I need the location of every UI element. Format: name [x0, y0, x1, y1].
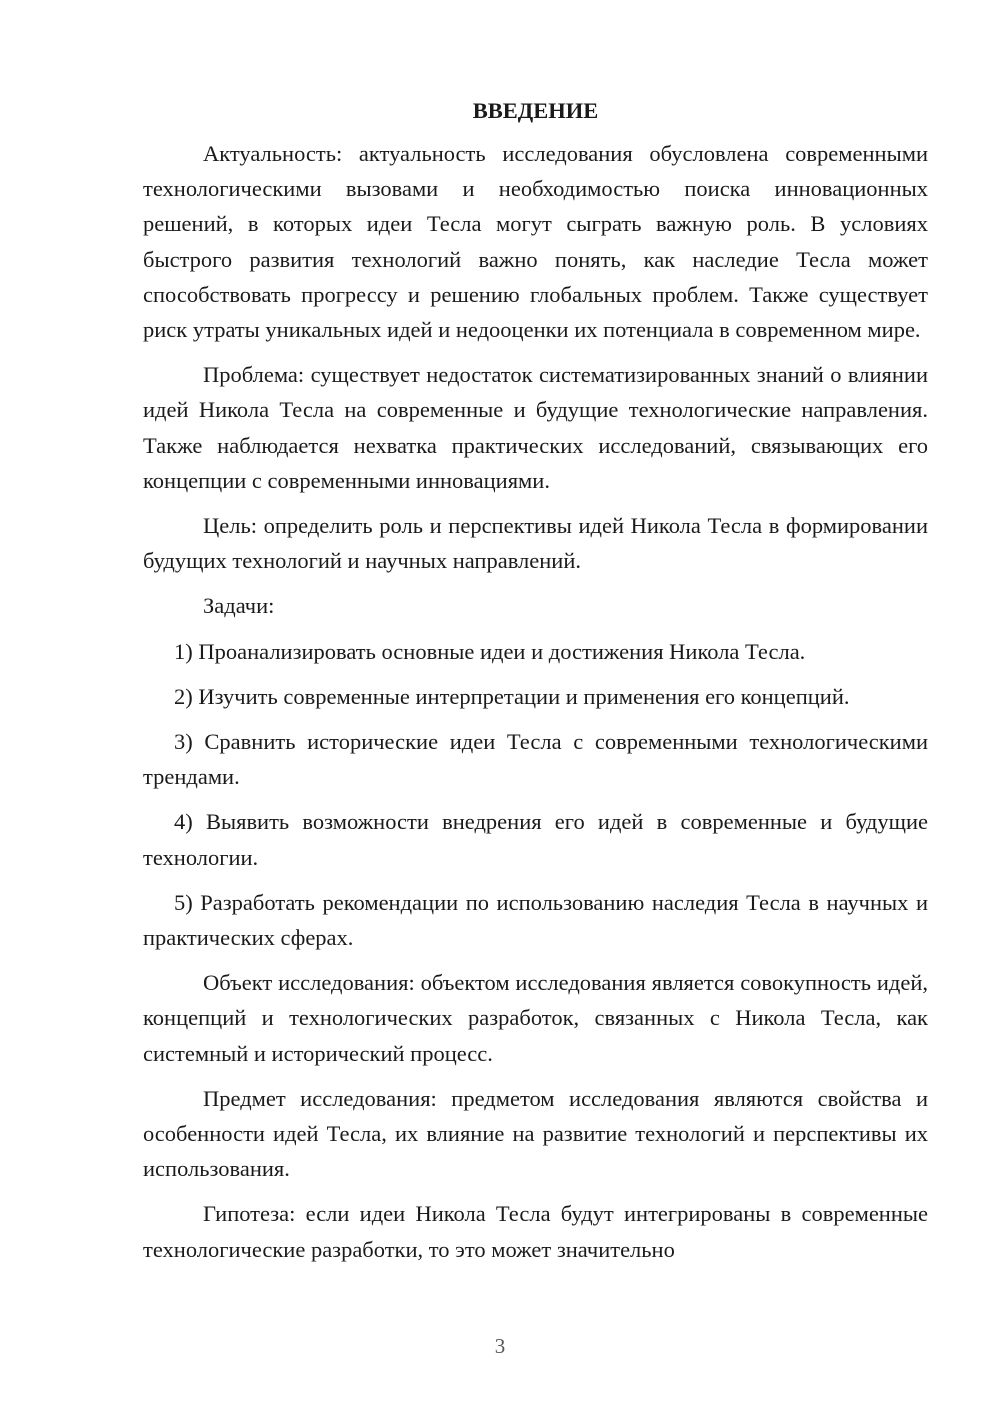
paragraph-relevance: Актуальность: актуальность исследования обусловлена современными технологическими вызовами и необходимостью поиска инновационных решений, в которых идеи Тесла могут сыграть важную роль. В условиях быстрого развития технологий важно понять, как наследие Тесла может способствовать прогрессу и решению глобальных проблем. Также существует риск утраты уникальных идей и недооценки их потенциала в современном мире. [143, 141, 928, 343]
paragraph-problem: Проблема: существует недостаток систематизированных знаний о влиянии идей Никола Тесла на современные и будущие технологические направления. Также наблюдается нехватка практических исследований, связывающих его концепции с современными инновациями. [143, 362, 928, 493]
paragraph-object: Объект исследования: объектом исследования является совокупность идей, концепций и технологических разработок, связанных с Никола Тесла, как системный и исторический процесс. [143, 970, 928, 1066]
paragraph-subject: Предмет исследования: предметом исследования являются свойства и особенности идей Тесла, их влияние на развитие технологий и перспективы их использования. [143, 1085, 928, 1182]
task-item-4: 4) Выявить возможности внедрения его идей в современные и будущие технологии. [143, 809, 928, 870]
tasks-heading: Задачи: [203, 593, 275, 619]
task-item-2: 2) Изучить современные интерпретации и применения его концепций. [174, 683, 850, 709]
task-item-5: 5) Разработать рекомендации по использованию наследия Тесла в научных и практических сферах. [143, 889, 928, 951]
page-number: 3 [494, 1334, 506, 1358]
document-page [143, 96, 928, 1277]
task-item-3: 3) Сравнить исторические идеи Тесла с современными технологическими трендами. [143, 729, 928, 790]
task-item-1: 1) Проанализировать основные идеи и достижения Никола Тесла. [174, 638, 806, 664]
paragraph-goal: Цель: определить роль и перспективы идей Никола Тесла в формировании будущих технологий и научных направлений. [143, 513, 928, 574]
page-title: ВВЕДЕНИЕ [472, 98, 599, 123]
paragraph-hypothesis: Гипотеза: если идеи Никола Тесла будут интегрированы в современные технологические разработки, то это может значительно [143, 1201, 928, 1262]
